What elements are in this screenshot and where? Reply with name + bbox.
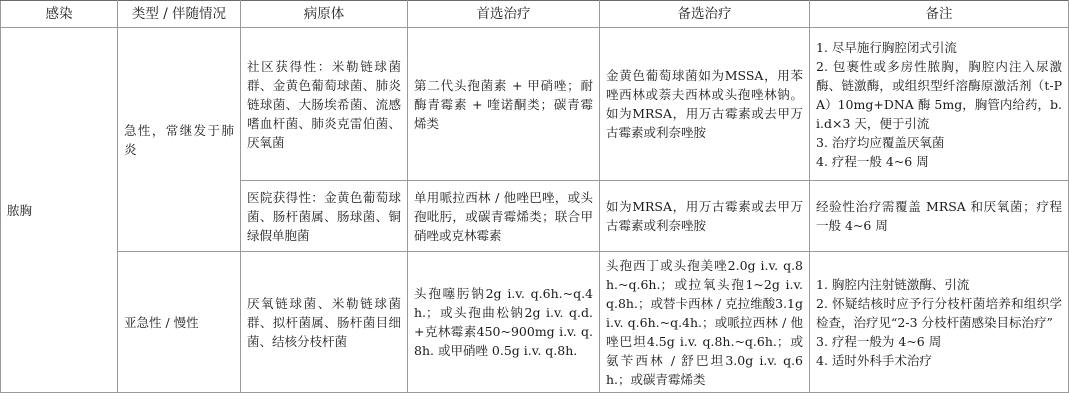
note-line: 4. 适时外科手术治疗 [816, 352, 932, 368]
table-row [1, 28, 1069, 181]
note-line: 3. 治疗均应覆盖厌氧菌 [816, 134, 945, 150]
header-first-line: 首选治疗 [408, 1, 600, 28]
note-line: 3. 疗程一般为 4~6 周 [816, 333, 942, 349]
header-alternative: 备选治疗 [600, 1, 810, 28]
header-notes: 备注 [810, 1, 1069, 28]
table-header-row [1, 1, 1069, 28]
pathogen-cell: 厌氧链球菌、米勒链球菌群、拟杆菌属、肠杆菌目细菌、结核分枝杆菌 [241, 252, 408, 393]
notes-cell [810, 28, 1069, 181]
note-line: 2. 怀疑结核时应予行分枝杆菌培养和组织学检查，治疗见“2-3 分枝杆菌感染目标治疗” [816, 295, 1062, 330]
alternative-cell: 如为MRSA，用万古霉素或去甲万古霉素或利奈唑胺 [600, 181, 810, 252]
first-line-cell: 第二代头孢菌素 + 甲硝唑；耐酶青霉素 + 喹诺酮类；碳青霉烯类 [408, 28, 600, 181]
infection-cell: 脓胸 [1, 28, 118, 393]
header-infection: 感染 [1, 1, 118, 28]
header-pathogen: 病原体 [241, 1, 408, 28]
type-cell: 急性，常继发于肺炎 [118, 28, 241, 252]
pathogen-cell: 医院获得性：金黄色葡萄球菌、肠杆菌属、肠球菌、铜绿假单胞菌 [241, 181, 408, 252]
note-line: 1. 胸腔内注射链激酶、引流 [816, 276, 970, 292]
alternative-cell: 头孢西丁或头孢美唑2.0g i.v. q.8h.~q.6h.；或拉氧头孢1~2g i.v. q.8h.；或替卡西林 / 克拉维酸3.1g i.v. q.6h.~q.4h.；或哌拉西林 / 他唑巴坦4.5g i.v. q.8h.~q.6h.；或氨苄西林 / 舒巴坦3.0g i.v. q.6h.；或碳青霉烯类 [600, 252, 810, 393]
type-cell: 亚急性 / 慢性 [118, 252, 241, 393]
note-line: 2. 包裹性或多房性脓胸，胸腔内注入尿激酶、链激酶，或组织型纤溶酶原激活剂（t-PA）10mg+DNA 酶 5mg，胸管内给药，b.i.d×3 天，便于引流 [816, 58, 1062, 131]
note-line: 1. 尽早施行胸腔闭式引流 [816, 39, 957, 55]
notes-cell [810, 252, 1069, 393]
note-line: 经验性治疗需覆盖 MRSA 和厌氧菌；疗程一般 4~6 周 [816, 199, 1062, 233]
header-type: 类型 / 伴随情况 [118, 1, 241, 28]
first-line-cell: 头孢噻肟钠2g i.v. q.6h.~q.4h.；或头孢曲松钠2g i.v. q.d.+克林霉素450~900mg i.v. q.8h. 或甲硝唑 0.5g i.v. q.8h. [408, 252, 600, 393]
notes-cell [810, 181, 1069, 252]
pathogen-cell: 社区获得性：米勒链球菌群、金黄色葡萄球菌、肺炎链球菌、大肠埃希菌、流感嗜血杆菌、肺炎克雷伯菌、厌氧菌 [241, 28, 408, 181]
note-line: 4. 疗程一般 4~6 周 [816, 153, 929, 169]
alternative-cell: 金黄色葡萄球菌如为MSSA，用苯唑西林或萘夫西林或头孢唑林钠。如为MRSA，用万古霉素或去甲万古霉素或利奈唑胺 [600, 28, 810, 181]
table-row [1, 252, 1069, 393]
first-line-cell: 单用哌拉西林 / 他唑巴唑，或头孢吡肟，或碳青霉烯类；联合甲硝唑或克林霉素 [408, 181, 600, 252]
